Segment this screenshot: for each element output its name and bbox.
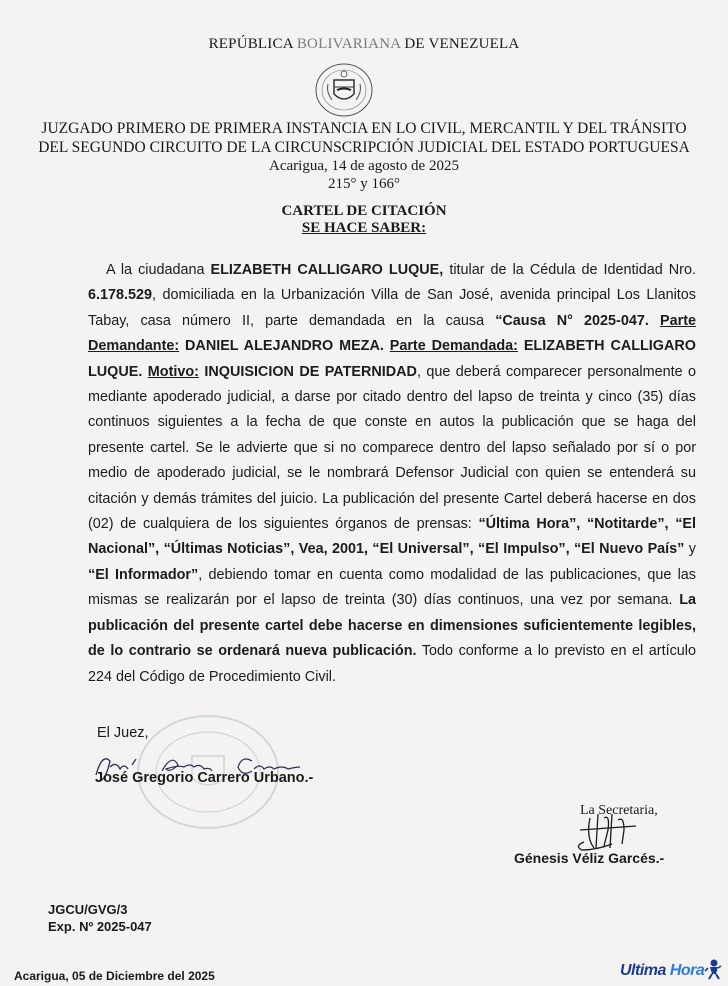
text-segment: titular de la Cédula de Identidad Nro. <box>443 262 696 278</box>
legibility-warning: La publicación del presente cartel debe hacerse en dimensiones suficientemente legibles, de lo contrario se ordenará nueva publicación. <box>88 592 696 660</box>
brand-text-ultima: Ultima <box>620 962 670 979</box>
plaintiff-label: Parte Demandante: <box>88 312 697 355</box>
coat-of-arms-seal-icon <box>314 62 374 118</box>
press-list: “Última Hora”, “Notitarde”, “El Nacional”, “Últimas Noticias”, Vea, 2001, “El Universal”, “El Impulso”, “El Nuevo País” <box>88 516 696 558</box>
secretary-name: Génesis Véliz Garcés.- <box>514 850 665 866</box>
judge-name: José Gregorio Carrero Urbano.- <box>95 770 314 786</box>
text-segment: A la ciudadana <box>106 262 211 278</box>
independence-years: 215° y 166° <box>328 176 400 192</box>
text-segment: , debiendo tomar en cuenta como modalidad de las publicaciones, que las mismas se realizarán por el lapso de treinta (30) días continuos, una vez por semana. <box>88 566 696 609</box>
text-segment: Todo conforme a lo previsto en el artículo 224 del Código de Procedimiento Civil. <box>88 643 696 685</box>
court-name-line-2: DEL SEGUNDO CIRCUITO DE LA CIRCUNSCRIPCIÓN JUDICIAL DEL ESTADO PORTUGUESA <box>38 139 690 156</box>
court-name-line-1: JUZGADO PRIMERO DE PRIMERA INSTANCIA EN LO CIVIL, MERCANTIL Y DEL TRÁNSITO <box>41 120 687 137</box>
document-subtitle: SE HACE SABER: <box>301 220 427 236</box>
motive-label: Motivo: <box>147 363 199 380</box>
case-file-number: Exp. Nº 2025-047 <box>48 919 152 934</box>
republic-text-a: REPÚBLICA <box>208 36 297 52</box>
brand-text-hora: Hora <box>669 962 705 979</box>
secretary-label: La Secretaria, <box>580 803 658 818</box>
republic-text-c: DE VENEZUELA <box>400 36 520 52</box>
republic-heading <box>0 36 728 53</box>
document-initials: JGCU/GVG/3 <box>48 902 128 917</box>
citation-body <box>88 258 696 690</box>
newsboy-mascot-icon <box>704 958 722 980</box>
secretary-signature-icon <box>570 808 650 853</box>
text-segment: , que deberá comparecer personalmente o mediante apoderado judicial, a darse por citado dentro del lapso de treinta y cinco (35) días continuos siguientes a la fecha de que conste en autos la publicación que se haga del presente cartel. Se le advierte que si no comparece dentro del lapso señalado por sí o por medio de apoderado judicial, se le nombrará Defensor Judicial con quien se entenderá su citación y demás trámites del juicio. La publicación del presente Cartel deberá hacerse en dos (02) de cualquiera de los siguientes órganos de prensas: <box>88 363 696 533</box>
defendant-label: Parte Demandada: <box>389 338 518 355</box>
plaintiff-name: DANIEL ALEJANDRO MEZA. <box>179 338 384 355</box>
defendant-name: ELIZABETH CALLIGARO LUQUE, <box>210 262 444 278</box>
case-number: “Causa N° 2025-047. <box>495 312 649 329</box>
republic-text-b: BOLIVARIANA <box>296 36 401 52</box>
text-segment: , domiciliada en la Urbanización Villa de San José, avenida principal Los Llanitos Tabay, casa número II, parte demandada en la causa <box>88 287 696 329</box>
citation-paragraph <box>88 258 696 690</box>
document-title: CARTEL DE CITACIÓN <box>281 203 447 219</box>
ultima-hora-logo <box>620 962 704 980</box>
text-segment: y <box>684 541 696 558</box>
judge-label: El Juez, <box>97 725 149 741</box>
publication-date: Acarigua, 05 de Diciembre del 2025 <box>14 969 215 983</box>
press-list-last: “El Informador” <box>88 566 199 583</box>
id-number: 6.178.529 <box>88 287 153 304</box>
document-date: Acarigua, 14 de agosto de 2025 <box>269 158 459 174</box>
defendant-name-repeat: ELIZABETH CALLIGARO LUQUE. <box>88 338 696 380</box>
motive-value: INQUISICION DE PATERNIDAD <box>198 363 417 380</box>
